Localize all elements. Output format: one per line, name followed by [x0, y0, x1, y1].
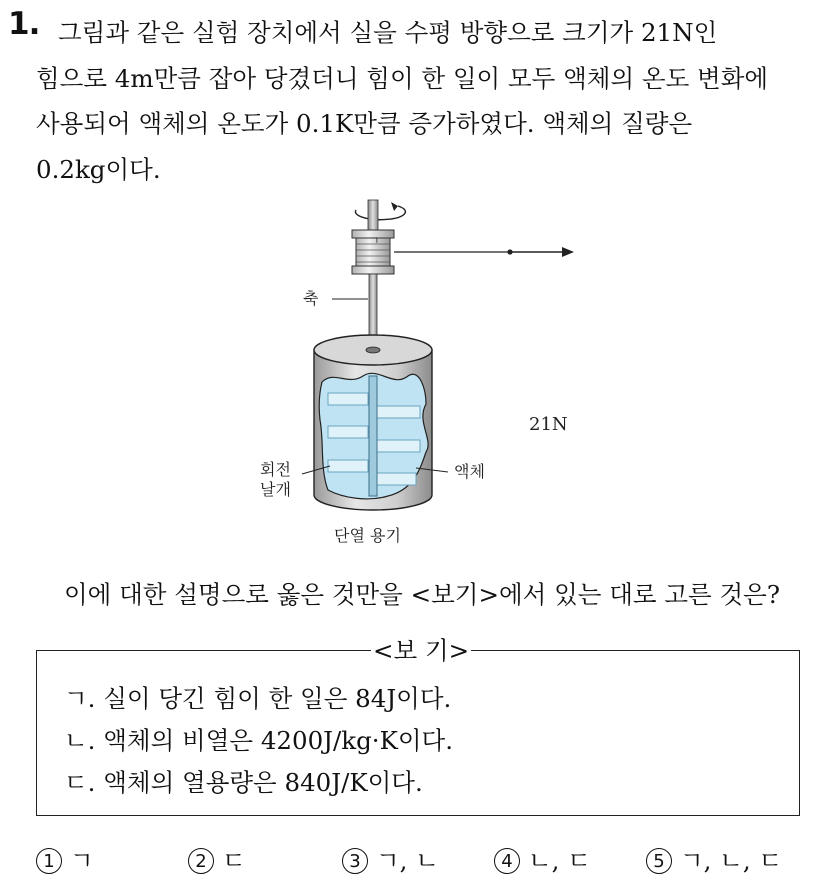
- choice-2[interactable]: [188, 842, 246, 877]
- rotation-arrow-icon: [355, 202, 405, 220]
- stem-line: 사용되어 액체의 온도가 0.1K만큼 증가하였다. 액체의 질량은: [36, 109, 693, 138]
- bogi-item: ㄱ. 실이 당긴 힘이 한 일은 84J이다.: [64, 684, 452, 713]
- bogi-item: ㄷ. 액체의 열용량은 840J/K이다.: [64, 768, 423, 797]
- blade-label-line1: 회전: [260, 460, 291, 479]
- stem-line: 그림과 같은 실험 장치에서 실을 수평 방향으로 크기가 21N인: [58, 18, 718, 47]
- choice-number-icon: 5: [646, 848, 672, 874]
- blade-label-line2: 날개: [260, 480, 291, 499]
- choice-4[interactable]: [494, 842, 591, 877]
- insulated-container: [314, 335, 432, 510]
- choice-number-icon: 1: [36, 848, 62, 874]
- choice-number-icon: 2: [188, 848, 214, 874]
- inner-shaft: [369, 376, 377, 496]
- axis-label: 축: [303, 289, 319, 308]
- choice-number-icon: 4: [494, 848, 520, 874]
- choice-1[interactable]: [36, 842, 94, 877]
- question-prompt: 이에 대한 설명으로 옳은 것만을 <보기>에서 있는 대로 고른 것은?: [64, 580, 780, 609]
- choice-text: ㄱ: [70, 846, 94, 875]
- string-force-arrow: [394, 247, 574, 257]
- container-label: 단열 용기: [334, 526, 401, 545]
- choice-text: ㄱ, ㄴ: [376, 846, 439, 875]
- choice-text: ㄱ, ㄴ, ㄷ: [680, 846, 783, 875]
- bogi-title: <보 기>: [371, 632, 471, 667]
- choice-number-icon: 3: [342, 848, 368, 874]
- experiment-figure: [248, 190, 588, 560]
- choice-5[interactable]: [646, 842, 782, 877]
- choice-3[interactable]: [342, 842, 439, 877]
- top-shaft: [368, 200, 378, 232]
- bogi-item: ㄴ. 액체의 비열은 4200J/kg·K이다.: [64, 726, 453, 755]
- choice-text: ㄷ: [222, 846, 246, 875]
- liquid-label: 액체: [454, 462, 485, 481]
- string-label: ㄱ: [369, 234, 380, 247]
- apparatus-diagram: [248, 190, 588, 560]
- question-number: 1.: [8, 6, 40, 42]
- question-stem: [36, 10, 806, 192]
- stem-line: 힘으로 4m만큼 잡아 당겼더니 힘이 한 일이 모두 액체의 온도 변화에: [36, 63, 769, 93]
- choice-text: ㄴ, ㄷ: [528, 846, 591, 875]
- stem-line: 0.2kg이다.: [36, 154, 161, 184]
- force-label: 21N: [529, 414, 568, 435]
